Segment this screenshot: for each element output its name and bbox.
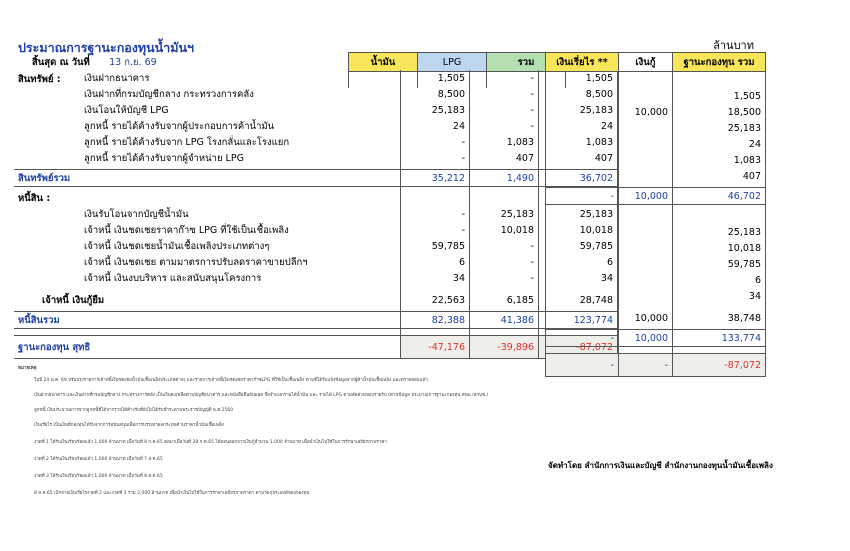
fund-side-table [545, 52, 766, 377]
cell-fund: 133,774 [673, 330, 766, 347]
cell-loan: 10,000 [619, 310, 673, 326]
cell-oil: -47,176 [401, 336, 470, 359]
cell-loan [619, 168, 673, 184]
notes-block [18, 364, 488, 506]
asset-row-side [546, 168, 766, 184]
cell-fund: 46,702 [673, 188, 766, 205]
row-label: เจ้าหนี้ เงินกู้ยืม [42, 294, 105, 306]
cell-profit [546, 88, 619, 104]
cell-total: 28,748 [539, 292, 618, 308]
side-spacer-cell [546, 72, 619, 89]
notes-heading: หมายเหตุ [18, 366, 37, 371]
cell-profit: - [546, 354, 619, 377]
prepared-by: จัดทำโดย สำนักการเงินและบัญชี สำนักงานกองทุนน้ำมันเชื้อเพลิง [548, 461, 773, 470]
cell-loan [619, 88, 673, 104]
spacer-cell [673, 347, 766, 354]
cell-profit: - [546, 330, 619, 347]
liability-row-side [546, 272, 766, 288]
col-fund-header: ฐานะกองทุน รวม [673, 53, 766, 72]
cell-profit [546, 256, 619, 272]
cell-fund: 34 [673, 288, 766, 304]
liability-row-side [546, 288, 766, 304]
cell-profit [546, 136, 619, 152]
fund-table-body [14, 70, 618, 359]
col-oil-header: น้ำมัน [349, 53, 418, 72]
cell-profit [546, 310, 619, 326]
note-line: เงินฝากธนาคาร และเงินฝากที่กรมบัญชีกลาง กระทรวงการคลัง เป็นเงินคงเหลือตามบัญชีธนาคาร และหนังสือยืนยันยอด ซึ่งจำแนกรายได้น้ำมัน และ รายได้ LPG ตามสัดส่วนของรายรับ (ตามข้อมูล ประมาณการฐานะกองทุน สนพ./สกนช.) [34, 393, 489, 398]
row-label: เงินฝากธนาคาร [84, 72, 150, 84]
cell-fund: 407 [673, 168, 766, 184]
cell-lpg: 10,018 [470, 222, 539, 238]
cell-total: 25,183 [539, 206, 618, 222]
liabilities-section-row-label: หนี้สิน : [18, 192, 51, 204]
liabilities-section-row-side [546, 208, 766, 224]
cell-loan: - [619, 354, 673, 377]
spacer-cell [546, 208, 619, 224]
cell-total: 59,785 [539, 238, 618, 254]
cell-fund: 1,505 [673, 88, 766, 104]
cell-oil: 22,563 [401, 292, 470, 308]
cell-profit [546, 272, 619, 288]
cell-profit [546, 288, 619, 304]
cell-fund: 6 [673, 272, 766, 288]
cell-total: 36,702 [539, 170, 618, 187]
liability-row-side [546, 224, 766, 240]
note-line: เงินเรี่ยไร เป็นเงินที่กองทุนได้รับจากการสนับสนุนเพื่อการบรรเทาผลกระทบด้านราคาน้ำมันเชื้อเพลิง [34, 423, 224, 428]
cell-fund: 18,500 [673, 104, 766, 120]
cell-total: 25,183 [539, 102, 618, 118]
header-row [14, 53, 566, 72]
cell-oil: 82,388 [401, 312, 470, 329]
as-of-date: 13 ก.ย. 69 [109, 56, 157, 68]
note-line: งวดที่ 3 ได้รับเงินเรียบร้อยแล้ว 1,000 ล้านบาท เมื่อวันที่ 8 ส.ค.65 [34, 474, 163, 479]
asset-row-side [546, 88, 766, 104]
cell-lpg: 1,490 [470, 170, 539, 187]
liability-row [14, 270, 618, 286]
cell-total: 10,018 [539, 222, 618, 238]
cell-loan [619, 136, 673, 152]
cell-total: 34 [539, 270, 618, 286]
cell-fund: -87,072 [673, 354, 766, 377]
liabilities-section-row [14, 190, 618, 206]
cell-profit [546, 104, 619, 120]
cell-total: 6 [539, 254, 618, 270]
cell-oil: 35,212 [401, 170, 470, 187]
spacer-cell [619, 208, 673, 224]
cell-loan [619, 120, 673, 136]
spacer-cell [619, 347, 673, 354]
asset-row [14, 102, 618, 118]
cell-lpg: - [470, 86, 539, 102]
row-label: เงินฝากที่กรมบัญชีกลาง กระทรวงการคลัง [84, 88, 254, 100]
liability-row [14, 222, 618, 238]
row-label: ฐานะกองทุน สุทธิ [14, 336, 401, 359]
side-spacer-cell [673, 72, 766, 89]
cell-profit [546, 120, 619, 136]
unit-label: ล้านบาท [713, 39, 754, 52]
cell-lpg: 1,083 [470, 134, 539, 150]
cell-total: 8,500 [539, 86, 618, 102]
cell-lpg: 41,386 [470, 312, 539, 329]
cell-fund: 10,018 [673, 240, 766, 256]
cell-profit [546, 224, 619, 240]
cell-loan [619, 152, 673, 168]
spacer-cell [546, 347, 619, 354]
row-label: ลูกหนี้ รายได้ค้างรับจากผู้จำหน่าย LPG [84, 152, 244, 164]
cell-oil: 6 [401, 254, 470, 270]
cell-fund: 59,785 [673, 256, 766, 272]
cell-total: 1,083 [539, 134, 618, 150]
asset-row [14, 150, 618, 166]
net-position-row [14, 336, 618, 359]
liabilities-total-row [14, 312, 618, 329]
cell-loan [619, 288, 673, 304]
liabilities-total-row-side [546, 330, 766, 347]
cell-oil: 59,785 [401, 238, 470, 254]
cell-lpg: - [470, 118, 539, 134]
cell-oil: 1,505 [401, 70, 470, 86]
spacer-cell [401, 190, 470, 206]
row-label: เจ้าหนี้ เงินงบบริหาร และสนับสนุนโครงการ [84, 272, 262, 284]
loan-row [14, 292, 618, 308]
row-label: ลูกหนี้ รายได้ค้างรับจาก LPG โรงกลั่นและโรงแยก [84, 136, 290, 148]
side-header-row [546, 53, 766, 72]
row-label: หนี้สินรวม [14, 312, 401, 329]
row-label: ลูกหนี้ รายได้ค้างรับจากผู้ประกอบการค้าน้ำมัน [84, 120, 275, 132]
cell-loan [619, 240, 673, 256]
cell-lpg: 407 [470, 150, 539, 166]
cell-total: 1,505 [539, 70, 618, 86]
cell-profit [546, 152, 619, 168]
as-of-label: สิ้นสุด ณ วันที่ [32, 56, 90, 68]
cell-oil: 25,183 [401, 102, 470, 118]
cell-loan: 10,000 [619, 188, 673, 205]
liability-row-side [546, 240, 766, 256]
note-line: 8 ส.ค.65 เบิกจ่ายเงินเรี่ยไรงวดที่ 2 และงวดที่ 3 รวม 2,000 ล้านบาท เพื่อนำเงินไปใช้ในการรักษาเสถียรภาพราคา ตามวัตถุประสงค์ของกองทุน [34, 491, 310, 496]
col-loan-header: เงินกู้ [619, 53, 673, 72]
row-label: เจ้าหนี้ เงินชดเชย ตามมาตรการปรับลดราคาขายปลีกฯ [84, 256, 308, 268]
cell-loan: 10,000 [619, 104, 673, 120]
liability-row [14, 238, 618, 254]
row-label: สินทรัพย์รวม [14, 170, 401, 187]
note-line: งวดที่ 2 ได้รับเงินเรียบร้อยแล้ว 1,000 ล้านบาท เมื่อวันที่ 7 ส.ค.65 [34, 457, 163, 462]
spacer-cell [673, 208, 766, 224]
cell-lpg: - [470, 270, 539, 286]
report-title: ประมาณการฐานะกองทุนน้ำมันฯ [18, 40, 195, 55]
col-profit-header: เงินเรี่ยไร ** [546, 53, 619, 72]
asset-row [14, 86, 618, 102]
net-gap [14, 329, 618, 336]
cell-fund: 24 [673, 136, 766, 152]
cell-lpg: 6,185 [470, 292, 539, 308]
cell-loan [619, 272, 673, 288]
cell-oil: 8,500 [401, 86, 470, 102]
cell-oil: - [401, 134, 470, 150]
assets-section-label: สินทรัพย์ : [18, 74, 61, 86]
side-spacer-cell [619, 72, 673, 89]
spacer-cell [470, 329, 539, 336]
col-total-header: รวม [487, 53, 566, 72]
assets-total-row [14, 170, 618, 187]
cell-profit: - [546, 188, 619, 205]
cell-total: -87,072 [539, 336, 618, 359]
col-lpg-header: LPG [418, 53, 487, 72]
cell-lpg: - [470, 238, 539, 254]
liability-row-side [546, 256, 766, 272]
spacer-cell [401, 329, 470, 336]
cell-total: 407 [539, 150, 618, 166]
asset-row [14, 118, 618, 134]
net-gap-side [546, 347, 766, 354]
cell-fund: 25,183 [673, 224, 766, 240]
cell-total: 24 [539, 118, 618, 134]
side-spacer-row [546, 72, 766, 89]
cell-loan: 10,000 [619, 330, 673, 347]
row-label: เจ้าหนี้ เงินชดเชยน้ำมันเชื้อเพลิงประเภทต่างๆ [84, 240, 270, 252]
asset-row-side [546, 136, 766, 152]
asset-row-side [546, 104, 766, 120]
row-label: เงินรับโอนจากบัญชีน้ำมัน [84, 208, 189, 220]
cell-lpg: 25,183 [470, 206, 539, 222]
liability-row [14, 254, 618, 270]
cell-profit [546, 168, 619, 184]
cell-lpg: -39,896 [470, 336, 539, 359]
cell-fund: 1,083 [673, 152, 766, 168]
cell-lpg: - [470, 102, 539, 118]
assets-total-row-side [546, 188, 766, 205]
asset-row [14, 134, 618, 150]
cell-lpg: - [470, 254, 539, 270]
cell-oil: 24 [401, 118, 470, 134]
cell-lpg: - [470, 70, 539, 86]
row-label: เจ้าหนี้ เงินชดเชยราคาก๊าซ LPG ที่ใช้เป็นเชื้อเพลิง [84, 224, 289, 236]
cell-fund: 25,183 [673, 120, 766, 136]
asset-row-side [546, 152, 766, 168]
net-position-row-side [546, 354, 766, 377]
note-line: ลูกหนี้ เงินประมาณการจากลูกหนี้ที่ได้จากรายได้ค้างรับที่ยังไม่ได้รับชำระตามพระราชบัญญัติ พ.ศ.2560 [34, 408, 234, 413]
asset-row [14, 70, 618, 86]
note-line: งวดที่ 1 ได้รับเงินเรียบร้อยแล้ว 1,000 ล้านบาท เมื่อวันที่ 8 ก.ค.65 ต่อมาเมื่อวันที่ 28 ก.ค.65 ได้ถอนออกจากเงินกู้จำนวน 1,000 ล้านบาท เพื่อนำเงินไปใช้ในการรักษาเสถียรภาพราคา [34, 440, 387, 445]
row-label: เงินโอนให้บัญชี LPG [84, 104, 169, 116]
asset-row-side [546, 120, 766, 136]
loan-row-side [546, 310, 766, 326]
cell-fund: 38,748 [673, 310, 766, 326]
cell-oil: - [401, 206, 470, 222]
cell-loan [619, 224, 673, 240]
cell-profit [546, 240, 619, 256]
cell-total: 123,774 [539, 312, 618, 329]
spacer-cell [14, 329, 401, 336]
cell-oil: 34 [401, 270, 470, 286]
spacer-cell [470, 190, 539, 206]
cell-oil: - [401, 150, 470, 166]
cell-oil: - [401, 222, 470, 238]
cell-loan [619, 256, 673, 272]
liability-row [14, 206, 618, 222]
note-line: ในปี 24 พ.ค. 69 ปรับปรุงรายการเจ้าหนี้เงินชดเชยน้ำมันเชื้อเพลิงประเภทต่างๆ และรายการเจ้าหนี้เงินชดเชยราคาก๊าซLPG ที่ใช้เป็นเชื้อเพลิง ตามที่ได้รับแจ้งข้อมูลจากผู้ค้าน้ำมันเชื้อเพลิง และตรวจสอบแล้ว [34, 378, 428, 383]
